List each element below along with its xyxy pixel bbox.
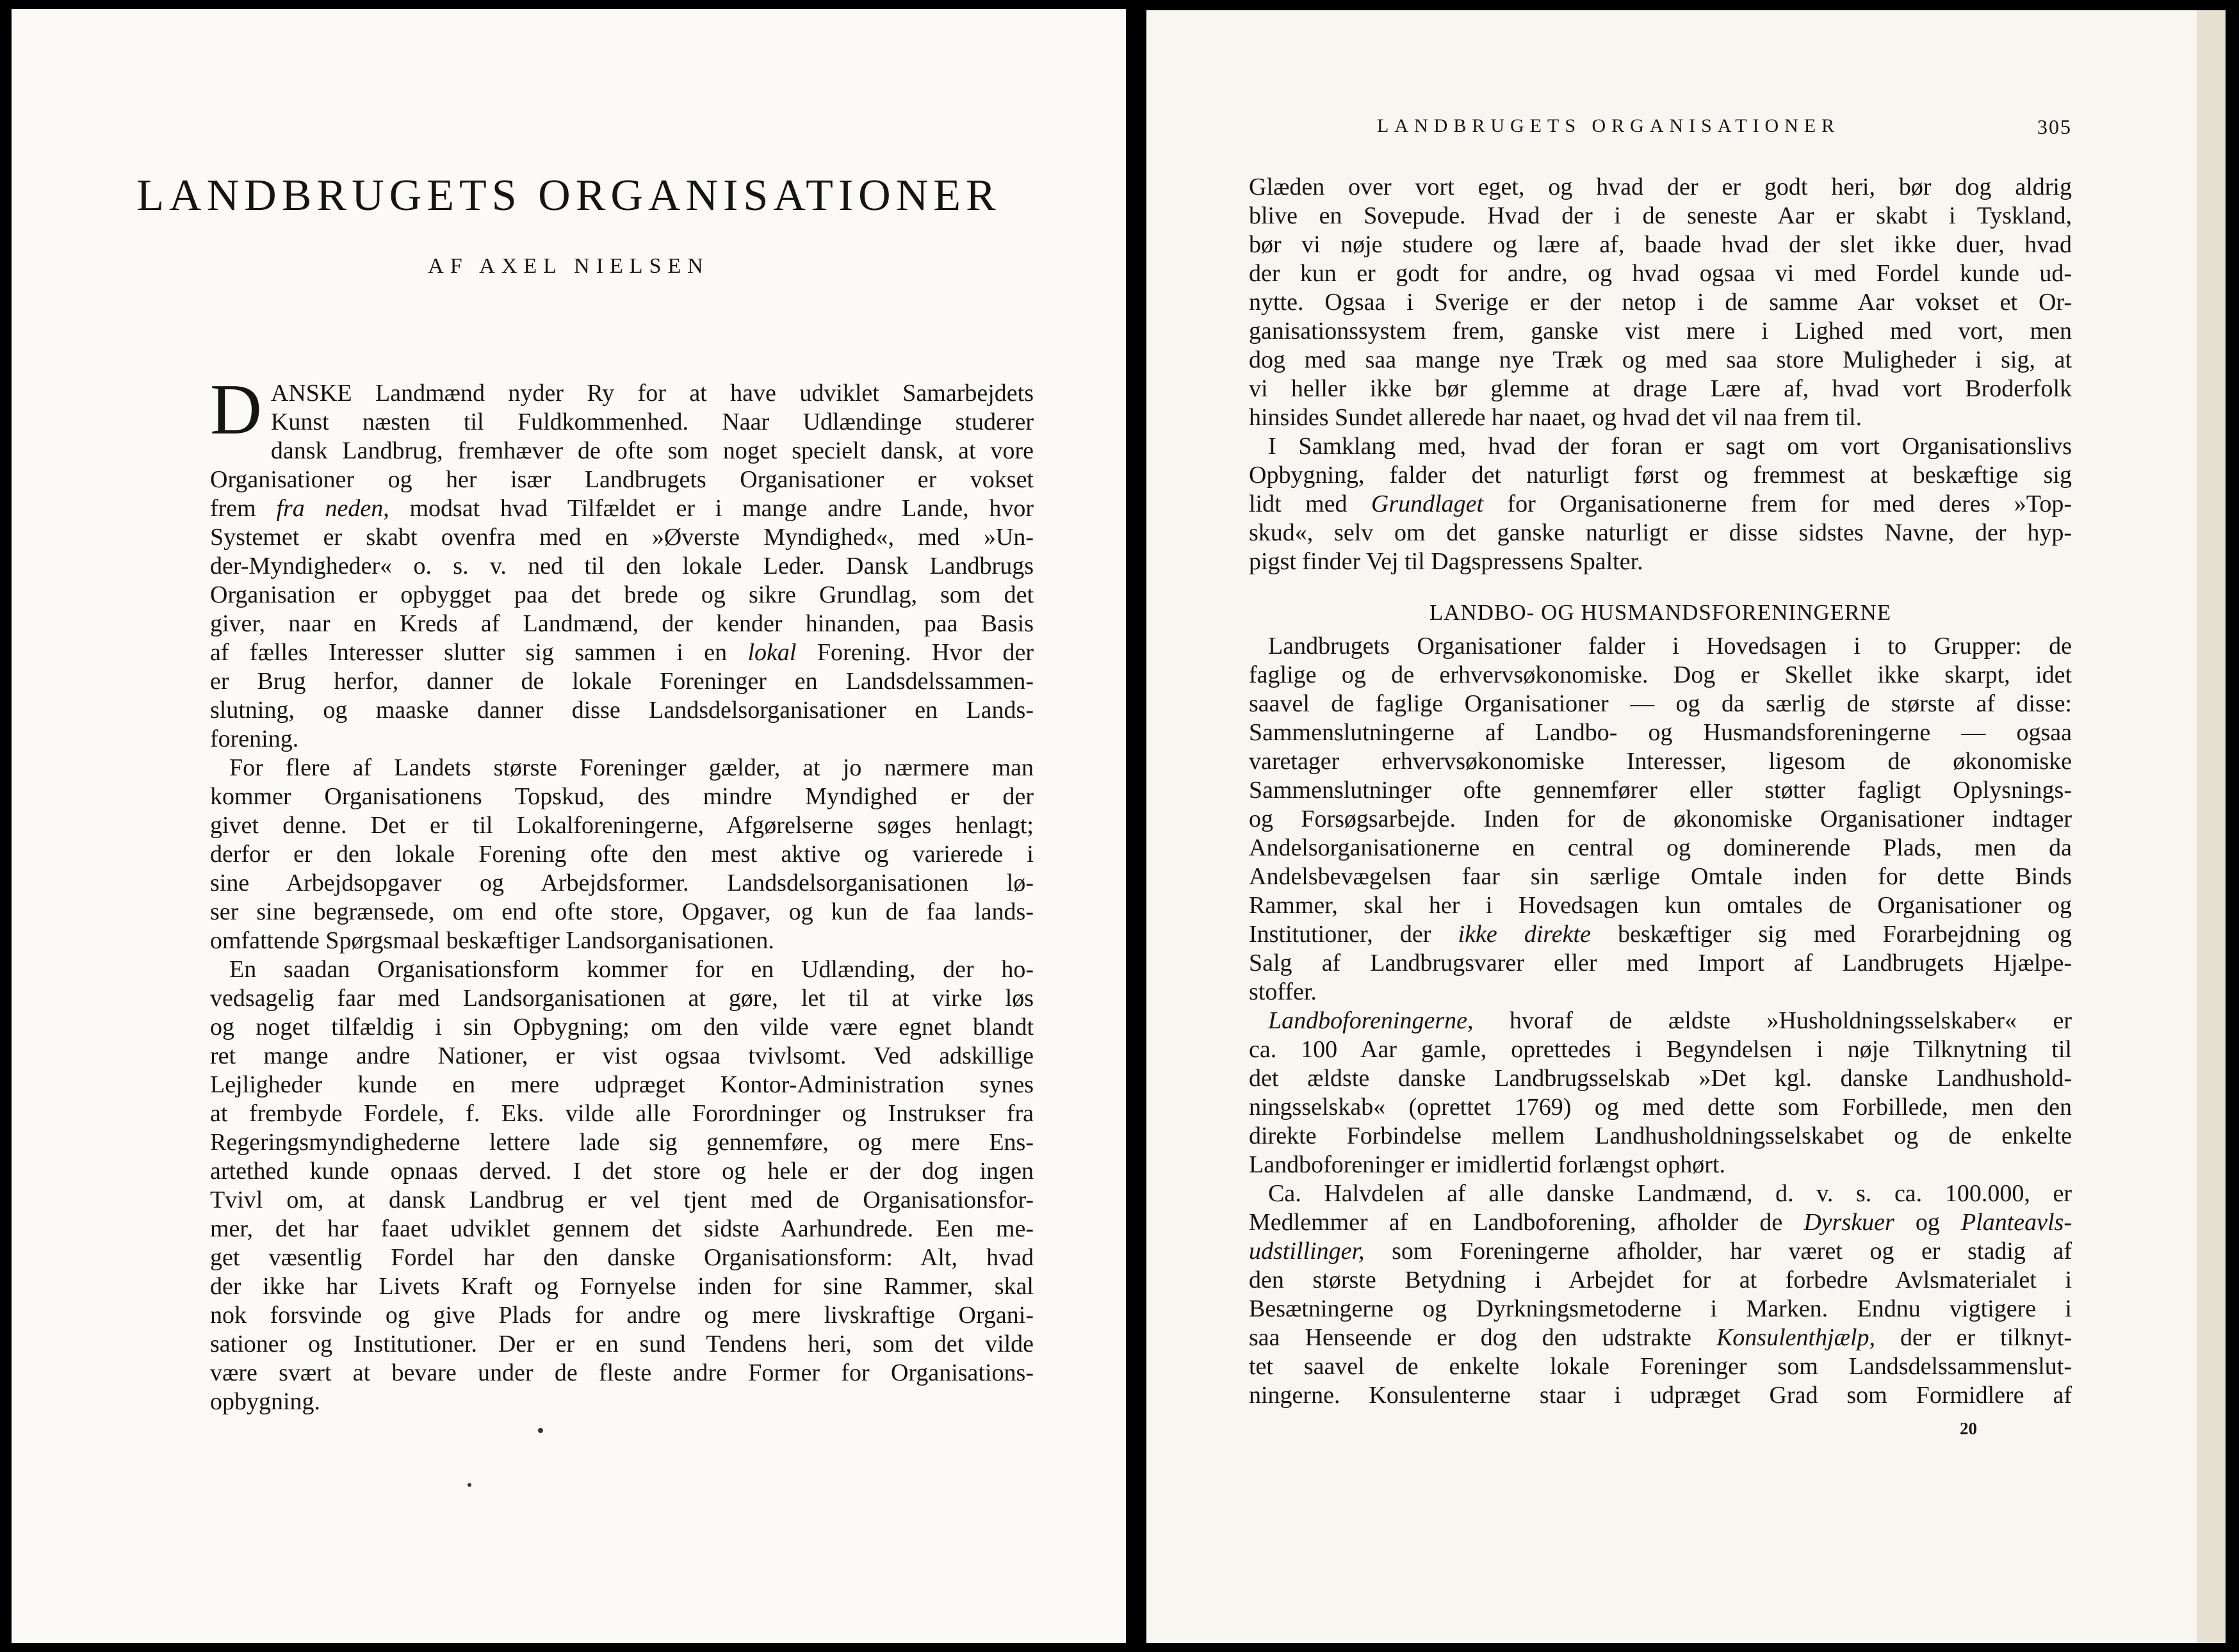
text-line: blive en Sovepude. Hvad der i de seneste Aar er skabt i Tyskland, <box>1249 202 2072 229</box>
text-line: der kun er godt for andre, og hvad ogsaa vi med Fordel kunde ud- <box>1249 260 2072 287</box>
signature-mark: 20 <box>1960 1419 1977 1438</box>
text-line: Landboforeninger er imidlertid forlængst ophørt. <box>1249 1151 1725 1178</box>
text-line: I Samklang med, hvad der foran er sagt om vort Organisationslivs <box>1268 433 2072 460</box>
book-edge <box>2197 10 2226 1643</box>
text-line: bør vi nøje studere og lære af, baade hvad der slet ikke duer, hvad <box>1249 231 2072 258</box>
text-line: og Forsøgsarbejde. Inden for de økonomiske Organisationer indtager <box>1249 806 2072 832</box>
text-line: For flere af Landets største Foreninger gælder, at jo nærmere man <box>229 754 1034 781</box>
text-line: kommer Organisationens Topskud, des mindre Myndighed er der <box>210 783 1034 810</box>
text-line: direkte Forbindelse mellem Landhusholdningsselskabet og de enkelte <box>1249 1122 2072 1149</box>
text-line: ser sine begrænsede, om end ofte store, Opgaver, og kun de faa lands- <box>210 898 1034 925</box>
text-line: Sammenslutninger ofte gennemfører eller støtter fagligt Oplysnings- <box>1249 777 2072 804</box>
text-line: Andelsorganisationerne en central og dominerende Plads, men da <box>1249 834 2072 861</box>
text-line: Organisationer og her især Landbrugets Organisationer er vokset <box>210 466 1034 493</box>
text-line: varetager erhvervsøkonomiske Interesser, ligesom de økonomiske <box>1249 748 2072 775</box>
text-line: dog med saa mange nye Træk og med saa store Muligheder i sig, at <box>1249 346 2072 373</box>
right-body-text <box>1249 173 2072 1410</box>
text-line: dansk Landbrug, fremhæver de ofte som noget specielt dansk, at vore <box>270 437 1034 464</box>
text-line: skud«, selv om det ganske naturligt er disse sidstes Navne, der hyp- <box>1249 519 2072 546</box>
text-line: der ikke har Livets Kraft og Fornyelse inden for sine Rammer, skal <box>210 1273 1034 1300</box>
text-line: ningerne. Konsulenterne staar i udpræget Grad som Formidlere af <box>1249 1382 2072 1409</box>
author-byline: AF AXEL NIELSEN <box>428 254 710 278</box>
text-line: Medlemmer af en Landboforening, afholder de Dyrskuer og Planteavls- <box>1249 1209 2072 1236</box>
text-line: det ældste danske Landbrugsselskab »Det kgl. danske Landhushold- <box>1249 1065 2072 1092</box>
text-line: at frembyde Fordele, f. Eks. vilde alle Forordninger og Instrukser fra <box>210 1100 1034 1127</box>
ink-speck <box>538 1428 543 1433</box>
text-line: ret mange andre Nationer, er vist ogsaa tvivlsomt. Ved adskillige <box>210 1042 1034 1069</box>
text-line: Salg af Landbrugsvarer eller med Import af Landbrugets Hjælpe- <box>1249 950 2072 976</box>
text-line: Landboforeningerne, hvoraf de ældste »Husholdningsselskaber« er <box>1268 1007 2072 1034</box>
text-line: Tvivl om, at dansk Landbrug er vel tjent med de Organisationsfor- <box>210 1186 1034 1213</box>
text-line: sationer og Institutioner. Der er en sund Tendens heri, som det vilde <box>210 1331 1034 1357</box>
text-line: og noget tilfældig i sin Opbygning; om den vilde være egnet blandt <box>210 1014 1034 1041</box>
left-body-text <box>210 370 1034 1416</box>
text-line: Glæden over vort eget, og hvad der er godt heri, bør dog aldrig <box>1249 174 2072 200</box>
article-title: LANDBRUGETS ORGANISATIONER <box>136 171 1001 220</box>
text-line: der-Myndigheder« o. s. v. ned til den lokale Leder. Dansk Landbrugs <box>210 553 1034 579</box>
text-line: er Brug herfor, danner de lokale Foreninger en Landsdelssammen- <box>210 668 1034 695</box>
text-line: Kunst næsten til Fuldkommenhed. Naar Udlændinge studerer <box>270 409 1034 435</box>
text-line: udstillinger, som Foreningerne afholder, har været og er stadig af <box>1249 1238 2072 1265</box>
text-line: tet saavel de enkelte lokale Foreninger som Landsdelssammenslut- <box>1249 1353 2072 1380</box>
text-line: hinsides Sundet allerede har naaet, og hvad det vil naa frem til. <box>1249 404 1862 431</box>
text-line: artethed kunde opnaas derved. I det store og hele er der dog ingen <box>210 1158 1034 1185</box>
text-line: ningsselskab« (oprettet 1769) og med dette som Forbillede, men den <box>1249 1094 2072 1121</box>
text-line: Andelsbevægelsen faar sin særlige Omtale inden for dette Binds <box>1249 863 2072 890</box>
text-line: være svært at bevare under de fleste andre Former for Organisations- <box>210 1359 1034 1386</box>
text-line: saa Henseende er dog den udstrakte Konsulenthjælp, der er tilknyt- <box>1249 1324 2072 1351</box>
text-line: opbygning. <box>210 1388 321 1415</box>
text-line: af fælles Interesser slutter sig sammen i en lokal Forening. Hvor der <box>210 639 1034 666</box>
text-line: giver, naar en Kreds af Landmænd, der kender hinanden, paa Basis <box>210 610 1034 637</box>
text-line: slutning, og maaske danner disse Landsdelsorganisationer en Lands- <box>210 697 1034 724</box>
running-header <box>1377 115 2072 137</box>
text-line: Institutioner, der ikke direkte beskæftiger sig med Forarbejdning og <box>1249 921 2072 948</box>
text-line: saavel de faglige Organisationer — og da særlig de største af disse: <box>1249 690 2072 717</box>
ink-speck <box>468 1483 471 1487</box>
text-line: nok forsvinde og give Plads for andre og mere livskraftige Organi- <box>210 1302 1034 1329</box>
text-line: Besætningerne og Dyrkningsmetoderne i Marken. Endnu vigtigere i <box>1249 1295 2072 1322</box>
text-line: Rammer, skal her i Hovedsagen kun omtales de Organisationer og <box>1249 892 2072 919</box>
text-line: ca. 100 Aar gamle, oprettedes i Begyndelsen i nøje Tilknytning til <box>1249 1036 2072 1063</box>
text-line: ANSKE Landmænd nyder Ry for at have udviklet Samarbejdets <box>270 380 1034 407</box>
text-line: En saadan Organisationsform kommer for en Udlænding, der ho- <box>229 956 1034 983</box>
text-line: Lejligheder kunde en mere udpræget Kontor-Administration synes <box>210 1071 1034 1098</box>
text-line: stoffer. <box>1249 978 1317 1005</box>
text-line: Ca. Halvdelen af alle danske Landmænd, d. v. s. ca. 100.000, er <box>1268 1180 2072 1207</box>
text-line: Landbrugets Organisationer falder i Hovedsagen i to Grupper: de <box>1268 633 2072 660</box>
text-line: derfor er den lokale Forening ofte den mest aktive og varierede i <box>210 841 1034 868</box>
drop-cap: D <box>210 370 262 449</box>
text-line: lidt med Grundlaget for Organisationerne frem for med deres »Top- <box>1249 490 2072 517</box>
text-line: mer, det har faaet udviklet gennem det sidste Aarhundrede. Een me- <box>210 1215 1034 1242</box>
section-heading: LANDBO- OG HUSMANDSFORENINGERNE <box>1429 600 1892 625</box>
text-line: vedsagelig faar med Landsorganisationen at gøre, let til at virke løs <box>210 985 1034 1012</box>
left-lines <box>210 370 1034 1416</box>
text-line: faglige og de erhvervsøkonomiske. Dog er Skellet ikke skarpt, idet <box>1249 661 2072 688</box>
text-line: Organisation er opbygget paa det brede og sikre Grundlag, som det <box>210 581 1034 608</box>
page-number: 305 <box>2037 115 2072 138</box>
text-line: Opbygning, falder det naturligt først og fremmest at beskæftige sig <box>1249 462 2072 489</box>
left-page <box>12 9 1126 1643</box>
text-line: forening. <box>210 725 299 752</box>
text-line: givet denne. Det er til Lokalforeningerne, Afgørelserne søges henlagt; <box>210 812 1034 839</box>
right-lines-b <box>1249 632 2072 1410</box>
text-line: omfattende Spørgsmaal beskæftiger Landsorganisationen. <box>210 927 774 954</box>
right-lines-a <box>1249 173 2072 576</box>
running-head-title: LANDBRUGETS ORGANISATIONER <box>1377 115 1841 136</box>
text-line: Systemet er skabt ovenfra med en »Øverste Myndighed«, med »Un- <box>210 524 1034 551</box>
text-line: ganisationssystem frem, ganske vist mere i Lighed med vort, men <box>1249 318 2072 344</box>
text-line: pigst finder Vej til Dagspressens Spalter. <box>1249 548 1643 575</box>
text-line: Sammenslutningerne af Landbo- og Husmandsforeningerne — ogsaa <box>1249 719 2072 746</box>
right-page <box>1146 10 2197 1643</box>
text-line: den største Betydning i Arbejdet for at forbedre Avlsmaterialet i <box>1249 1267 2072 1293</box>
text-line: sine Arbejdsopgaver og Arbejdsformer. Landsdelsorganisationen lø- <box>210 870 1034 896</box>
text-line: Regeringsmyndighederne lettere lade sig gennemføre, og mere Ens- <box>210 1129 1034 1156</box>
text-line: frem fra neden, modsat hvad Tilfældet er i mange andre Lande, hvor <box>210 495 1034 522</box>
text-line: vi heller ikke bør glemme at drage Lære af, hvad vort Broderfolk <box>1249 375 2072 402</box>
text-line: get væsentlig Fordel har den danske Organisationsform: Alt, hvad <box>210 1244 1034 1271</box>
text-line: nytte. Ogsaa i Sverige er der netop i de samme Aar vokset et Or- <box>1249 289 2072 316</box>
